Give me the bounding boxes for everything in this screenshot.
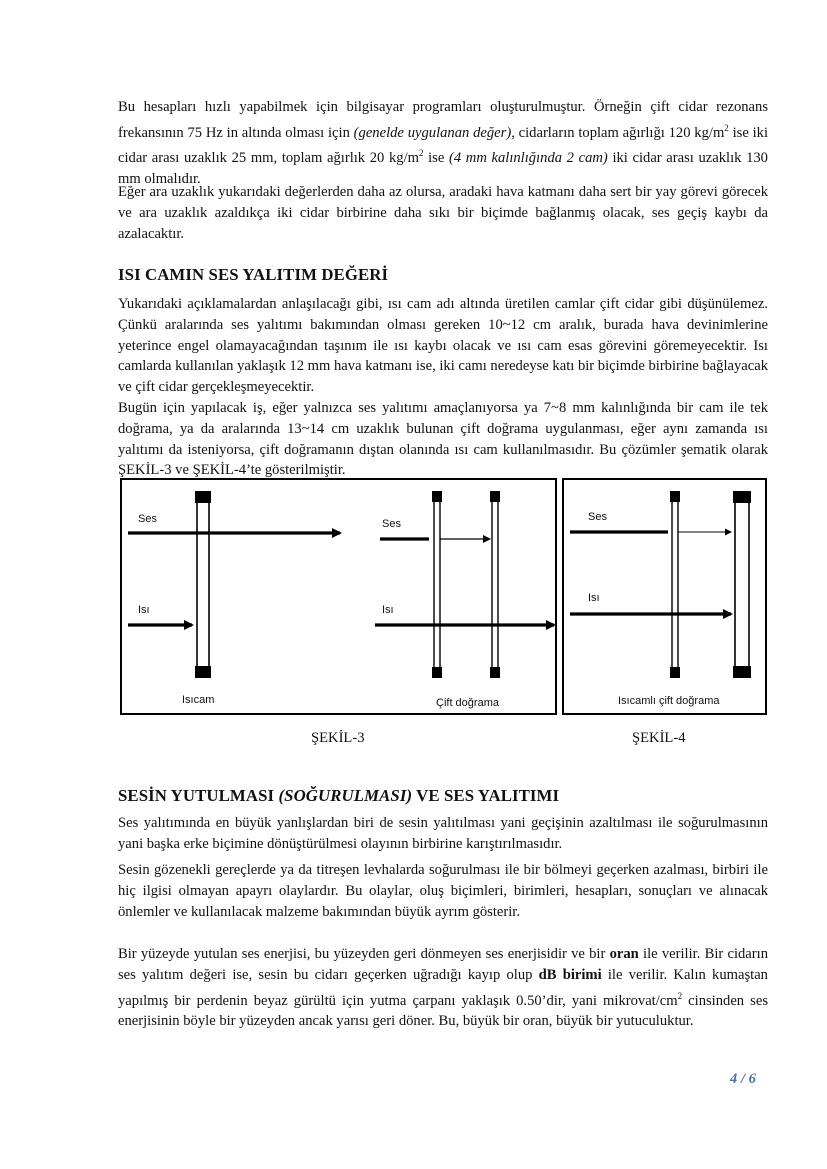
paragraph-7-text-b: ile verilir. Bir cidarın ses yalıtım değeri ise, sesin bu cidarı geçerken uğradığı kayıp olup [118, 946, 768, 983]
isicam-panel [128, 491, 340, 706]
figure-3-diagram [122, 480, 559, 717]
figure-3-box [120, 478, 557, 715]
paragraph-7-bold-b: dB birimi [538, 966, 602, 983]
paragraph-6: Sesin gözenekli gereçlerde ya da titreşen levhalarda soğurulması ile bir bölmeyi geçerken azalması, birbiri ile hiç ilgisi olmayan apayrı olaylardır. Bu olaylar, oluş biçimleri, birimleri, hesapları, sonuçları ve alınacak önlemler ve kullanılacak malzeme bakımından büyük ayrım gösterir. [118, 862, 768, 920]
superscript: 2 [418, 148, 424, 159]
paragraph-7-text-c: ile verilir. Kalın kumaştan yapılmış bir perdenin beyaz gürültü için yutma çarpanı yaklaşık 0.50’dir, yani mikrovat/cm [118, 966, 768, 1009]
outer-frame-bottom [670, 667, 680, 678]
paragraph-1-text-e: iki cidar arası uzaklık 130 mm olmalıdır. [118, 150, 768, 188]
outer-frame-bottom [432, 667, 442, 678]
heading-text-b: VE SES YALITIMI [412, 786, 560, 805]
figure-4-diagram [564, 480, 769, 717]
paragraph-1-text-d: ise [423, 150, 449, 167]
outer-frame-top [432, 491, 442, 502]
paragraph-1 [118, 97, 768, 190]
ses-label: Ses [588, 511, 607, 523]
isicamli-cift-dograma-label: Isıcamlı çift doğrama [618, 695, 720, 707]
isicam-label: Isıcam [182, 694, 215, 706]
cift-dograma-label: Çift doğrama [436, 697, 499, 709]
page-number: 4 / 6 [730, 1071, 756, 1087]
inner-frame-bottom [490, 667, 500, 678]
isi-label: Isı [138, 604, 150, 616]
paragraph-2: Eğer ara uzaklık yukarıdaki değerlerden daha az olursa, aradaki hava katmanı daha sert bir yay görevi görecek ve ara uzaklık azaldıkça iki cidar birbirine daha sıkı bir biçimde bağlanmış olacak, ses geçiş kaybı da azalacaktır. [118, 184, 768, 242]
isicamli-cift-dograma-panel [570, 491, 751, 707]
paragraph-3: Yukarıdaki açıklamalardan anlaşılacağı gibi, ısı cam adı altında üretilen camlar çift cidar gibi düşünülemez. Çünkü aralarında ses yalıtımı bakımından olması gereken 10~12 cm aralık, burada hava devinimlerine yeterince engel olamayacağından taşınım ile ısı kaybı olacak ve ısı cam esas görevini göremeyecektir. Isı camlarda kullanılan yaklaşık 12 mm hava katmanı ise, iki camı neredeyse katı bir biçimde birbirine bağlayacak ve çift cidar gerçekleşmeyecektir. [118, 296, 768, 396]
paragraph-1-text-c: ise iki cidar arası uzaklık 25 mm, toplam ağırlık 20 kg/m [118, 124, 768, 167]
isicam-frame-top [733, 491, 751, 503]
heading-text-a: SESİN YUTULMASI [118, 786, 279, 805]
cift-dograma-panel [375, 491, 554, 709]
paragraph-5: Ses yalıtımında en büyük yanlışlardan biri de sesin yalıtılması yani geçişinin azaltılması ile soğurulmasının yani başka erke biçimine dönüştürülmesi olayının birbirine karıştırılmasıdır. [118, 815, 768, 852]
paragraph-4: Bugün için yapılacak iş, eğer yalnızca ses yalıtımı amaçlanıyorsa ya 7~8 mm kalınlığında bir cam ile tek doğrama, ya da aralarında 13~14 cm uzaklık bulunan çift doğrama uygulanması, eğer aynı zamanda ısı yalıtımı da isteniyorsa, çift doğramanın dıştan olanında ısı cam kullanılmasıdır. Bu çözümler şematik olarak ŞEKİL-3 ve ŞEKİL-4’te gösterilmiştir. [118, 400, 768, 479]
paragraph-7-text-d: cinsinden ses enerjisinin böyle bir yüzeyden ancak yarısı geri döner. Bu, büyük bir oran, büyük bir yutuculuktur. [118, 992, 768, 1030]
figure-4-box [562, 478, 767, 715]
paragraph-7-bold-a: oran [609, 946, 639, 962]
figure-3-caption: ŞEKİL-3 [311, 730, 365, 746]
paragraph-1-text-b: , cidarların toplam ağırlığı 120 kg/m [511, 124, 725, 141]
isi-label: Isı [382, 604, 394, 616]
ses-label: Ses [382, 518, 401, 530]
isicam-frame-top [195, 491, 211, 503]
figure-4-caption: ŞEKİL-4 [632, 730, 686, 746]
isi-label: Isı [588, 592, 600, 604]
paragraph-1-italic-b: (4 mm kalınlığında 2 cam) [448, 150, 608, 167]
outer-frame-top [670, 491, 680, 502]
paragraph-1-italic-a: (genelde uygulanan değer) [353, 124, 512, 141]
ses-label: Ses [138, 513, 157, 525]
isicam-frame-bottom [195, 666, 211, 678]
paragraph-1-text-a: Bu hesapları hızlı yapabilmek için bilgisayar programları oluşturulmuştur. Örneğin çift cidar rezonans frekansının 75 Hz in altında olması için [118, 99, 768, 141]
paragraph-7-text-a: Bir yüzeyde yutulan ses enerjisi, bu yüzeyden geri dönmeyen ses enerjisidir ve bir [118, 946, 610, 962]
superscript: 2 [724, 122, 729, 133]
inner-frame-top [490, 491, 500, 502]
superscript: 2 [677, 990, 683, 1001]
section-heading-isi-cam: ISI CAMIN SES YALITIM DEĞERİ [118, 265, 389, 284]
paragraph-7 [118, 944, 768, 1032]
heading-italic: (SOĞURULMASI) [278, 786, 413, 805]
isicam-frame-bottom [733, 666, 751, 678]
section-heading-sesin-yutulmasi [118, 786, 559, 806]
